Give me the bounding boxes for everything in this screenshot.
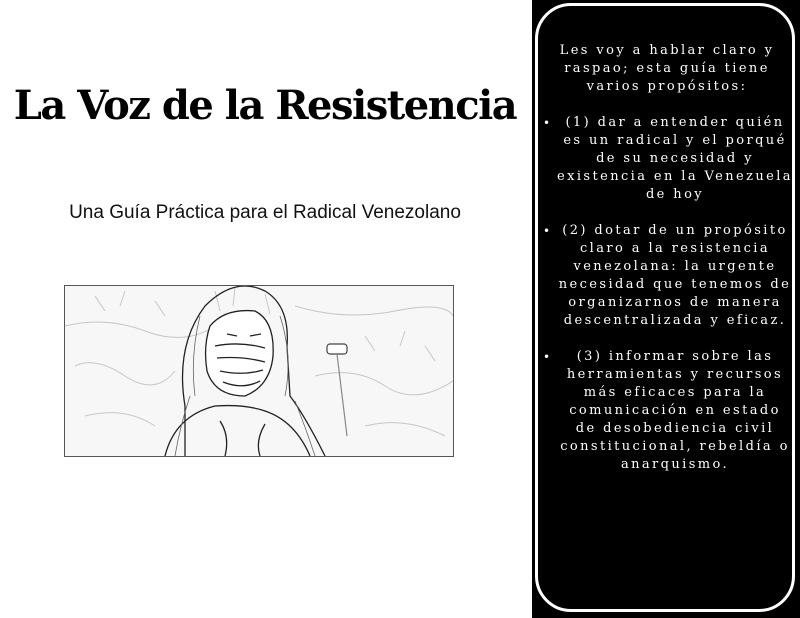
sidebar-content (541, 42, 793, 492)
bullet-icon: • (543, 224, 551, 238)
purpose-text: (2) dotar de un propósito claro a la resistencia venezolana: la urgente necesidad que tenemos de organizarnos de manera descentralizada y eficaz. (558, 223, 792, 328)
hooded-protester-sketch-image (64, 285, 454, 457)
bullet-icon: • (543, 116, 551, 130)
purpose-item (541, 222, 793, 330)
purpose-item (541, 348, 793, 474)
purpose-list (541, 114, 793, 474)
purpose-text: (3) informar sobre las herramientas y recursos más eficaces para la comunicación en estado de desobediencia civil constitucional, rebeldía o anarquismo. (560, 349, 790, 472)
document-title: La Voz de la Resistencia (13, 82, 517, 129)
document-subtitle: Una Guía Práctica para el Radical Venezolano (69, 202, 461, 223)
sidebar-intro: Les voy a hablar claro y raspao; esta guía tiene varios propósitos: (559, 43, 775, 94)
purpose-text: (1) dar a entender quién es un radical y el porqué de su necesidad y existencia en la Venezuela de hoy (557, 115, 793, 202)
bullet-icon: • (543, 350, 551, 364)
purpose-item (541, 114, 793, 204)
